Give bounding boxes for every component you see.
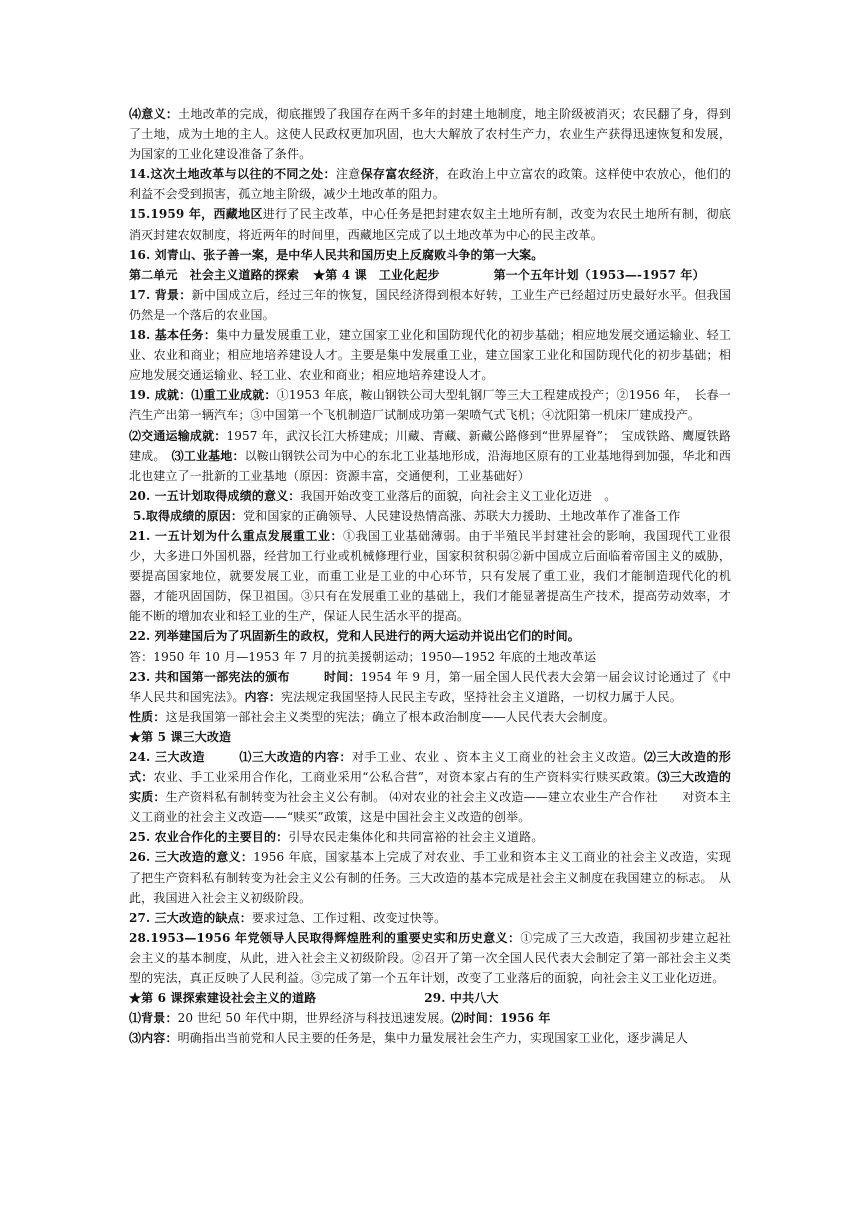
- heading: ⑶工业基地：: [171, 448, 245, 463]
- heading: 14.这次土地改革与以往的不同之处：: [129, 167, 336, 182]
- paragraph-22-answer: 答：1950 年 10 月—1953 年 7 月的抗美援朝运动；1950—1952 年底的土地改革运: [129, 649, 597, 664]
- lesson-6-title: ★第 6 课探索建设社会主义的道路: [129, 991, 317, 1006]
- heading: 17. 背景：: [129, 287, 192, 302]
- body-text: 1957 年，武汉长江大桥建成；川藏、青藏、新藏公路修到“世界屋脊”； 宝成铁路、鹰厦铁路建成。: [129, 428, 731, 463]
- heading: 18. 基本任务：: [129, 328, 217, 343]
- heading: 内容：: [244, 689, 281, 704]
- body-text: 进行了民主改革，中心任务是把封建农奴主土地所有制，改变为农民土地所有制，彻底消灭封建农奴制度，将近两年的时间里，西藏地区完成了以土地改革为中心的民主改革。: [129, 207, 731, 242]
- paragraph-15: [129, 204, 731, 244]
- body-text: 1954 年 9 月，第一届全国人民代表大会第一届会议讨论通过了《中华人民共和国宪法》。: [129, 669, 731, 704]
- paragraph-20b: [129, 506, 731, 526]
- heading: ⑶三大改造的实质：: [129, 770, 731, 805]
- paragraph-27: [129, 908, 731, 928]
- emphasis-text: 保存富农经济: [360, 167, 435, 182]
- paragraph-23: [129, 667, 731, 727]
- paragraph-21: [129, 526, 731, 626]
- body-text: 集中力量发展重工业，建立国家工业化和国防现代化的初步基础；相应地发展交通运输业、轻工业、农业和商业；相应地培养建设人才。主要是集中发展重工业，建立国家工业化和国防现代化的初步基础；相应地发展交通运输业、轻工业、农业和商业；相应地培养建设人才。: [129, 328, 732, 383]
- body-text: 土地改革的完成，彻底摧毁了我国存在两千多年的封建土地制度，地主阶级被消灭；农民翻了身，得到了土地，成为土地的主人。这使人民政权更加巩固，也大大解放了农村生产力，农业生产获得迅速恢复和发展，为国家的工业化建设准备了条件。: [129, 107, 731, 162]
- paragraph-29-content: [129, 1028, 731, 1048]
- paragraph-16: 16. 刘青山、张子善一案，是中华人民共和国历史上反腐败斗争的第一大案。: [129, 247, 544, 262]
- paragraph-20: [129, 486, 731, 506]
- paragraph-land-reform-significance: [129, 104, 731, 164]
- body-text: 这是我国第一部社会主义类型的宪法；确立了根本政治制度——人民代表大会制度。: [165, 709, 616, 724]
- body-text: 我国开始改变工业落后的面貌，向社会主义工业化迈进 。: [300, 488, 617, 503]
- paragraph-25: [129, 827, 731, 847]
- heading: 27. 三大改造的缺点：: [129, 910, 252, 925]
- heading: 24. 三大改造: [129, 750, 206, 764]
- body-text: 注意: [335, 167, 361, 182]
- body-text: 要求过急、工作过粗、改变过快等。: [251, 910, 447, 925]
- paragraph-19b: [129, 426, 731, 486]
- paragraph-28: [129, 928, 731, 988]
- paragraph-18: [129, 325, 731, 385]
- heading: 25. 农业合作化的主要目的：: [129, 830, 289, 845]
- body-text: ，在政治上中立富农的政策。这样使中农放心，他们的利益不会受到损害，孤立地主阶级，减少土地改革的阻力。: [129, 167, 731, 202]
- paragraph-22-question: 22. 列举建国后为了巩固新生的政权，党和人民进行的两大运动并说出它们的时间。: [129, 629, 580, 644]
- paragraph-24: [129, 747, 731, 827]
- body-text: ①完成了三大改造，我国初步建立起社会主义的基本制度，从此，进入社会主义初级阶段。②召开了第一次全国人民代表大会制定了第一部社会主义类型的宪法，真正反映了人民利益。③完成了第一个五年计划，改变了工业落后的面貌，向社会主义工业化迈进。: [129, 930, 731, 986]
- body-text: 以鞍山钢铁公司为中心的东北工业基地形成，沿海地区原有的工业基地得到加强，华北和西北也建立了一批新的工业基地（原因：资源丰富，交通便利，工业基础好）: [129, 448, 731, 483]
- body-text: 明确指出当前党和人民主要的任务是，集中力量发展社会生产力，实现国家工业化，逐步满足人: [177, 1031, 688, 1046]
- heading: ⑵交通运输成就：: [129, 428, 227, 443]
- heading: ⑵时间：1956 年: [451, 1011, 551, 1026]
- paragraph-19: [129, 385, 731, 425]
- document-page: [129, 104, 731, 1048]
- body-text: ①我国工业基础薄弱。由于半殖民半封建社会的影响，我国现代工业很少，大多进口外国机器，经营加工行业或机械修理行业，国家积贫积弱②新中国成立后面临着帝国主义的威胁，要提高国家地位，就要发展工业，而重工业是工业的中心环节，只有发展了重工业，我们才能制造现代化的机器，才能巩固国防，保卫祖国。③只有在发展重工业的基础上，我们才能显著提高生产技术，提高劳动效率，才能不断的增加农业和轻工业的生产，保证人民生活水平的提高。: [129, 528, 732, 624]
- plan-title: 第一个五年计划（1953—-1957 年）: [493, 267, 705, 282]
- heading: 性质：: [129, 709, 166, 724]
- heading: 15.1959 年，西藏地区: [129, 207, 263, 222]
- body-text: ①1953 年底，鞍山钢铁公司大型轧钢厂等三大工程建成投产；②1956 年， 长春一汽生产出第一辆汽车；③中国第一个飞机制造厂试制成功第一架喷气式飞机；④沈阳第一机床厂建成投产。: [129, 388, 732, 423]
- body-text: 农业、手工业采用合作化，工商业采用“公私合营”，对资本家占有的生产资料实行赎买政策。: [153, 770, 658, 785]
- heading: ⑴三大改造的内容：: [239, 750, 352, 764]
- lesson-6-heading-row: [129, 988, 731, 1008]
- body-text: 对手工业、农业 、资本主义工商业的社会主义改造。: [351, 750, 644, 764]
- heading: ⑴背景：: [129, 1011, 178, 1026]
- paragraph-26: [129, 847, 731, 907]
- heading: 23. 共和国第一部宪法的颁布: [129, 669, 290, 684]
- body-text: 1956 年底，国家基本上完成了对农业、手工业和资本主义工商业的社会主义改造，实现了把生产资料私有制转变为社会主义公有制的任务。三大改造的基本完成是社会主义制度在我国建立的标志。 从此，我国进入社会主义初级阶段。: [129, 850, 731, 905]
- unit-heading-row: [129, 265, 731, 285]
- heading: 5.取得成绩的原因：: [133, 508, 244, 523]
- heading: ⑵三大改造的形式：: [129, 750, 731, 785]
- heading: 21. 一五计划为什么重点发展重工业：: [129, 528, 343, 543]
- heading: 26. 三大改造的意义：: [129, 850, 254, 865]
- unit-title: 第二单元 社会主义道路的探索: [129, 267, 300, 282]
- body-text: 宪法规定我国坚持人民民主专政，坚持社会主义道路，一切权力属于人民。: [280, 689, 682, 704]
- heading: 时间：: [323, 669, 361, 684]
- heading: ⑶内容：: [129, 1031, 178, 1046]
- body-text: 党和国家的正确领导、人民建设热情高涨、苏联大力援助、土地改革作了准备工作: [243, 508, 681, 523]
- body-text: 生产资料私有制转变为社会主义公有制。 ⑷对农业的社会主义改造——建立农业生产合作社 对资本主义工商业的社会主义改造——“赎买”政策，这是中国社会主义改造的创举。: [129, 790, 731, 825]
- paragraph-14: [129, 164, 731, 204]
- body-text: 引导农民走集体化和共同富裕的社会主义道路。: [288, 830, 544, 845]
- section-29-title: 29. 中共八大: [424, 991, 499, 1006]
- heading: ⑷意义：: [129, 107, 179, 121]
- body-text: 新中国成立后，经过三年的恢复，国民经济得到根本好转，工业生产已经超过历史最好水平。但我国仍然是一个落后的农业国。: [129, 287, 731, 322]
- heading: 19. 成就：⑴重工业成就：: [129, 388, 277, 403]
- heading: 28.1953—1956 年党领导人民取得辉煌胜利的重要史实和历史意义：: [129, 930, 521, 945]
- paragraph-17: [129, 285, 731, 325]
- lesson-5-title: ★第 5 课三大改造: [129, 729, 232, 744]
- heading: 20. 一五计划取得成绩的意义：: [129, 488, 301, 503]
- paragraph-29-background: [129, 1008, 731, 1028]
- body-text: 20 世纪 50 年代中期，世界经济与科技迅速发展。: [177, 1011, 452, 1026]
- lesson-title: ★第 4 课 工业化起步: [313, 267, 440, 282]
